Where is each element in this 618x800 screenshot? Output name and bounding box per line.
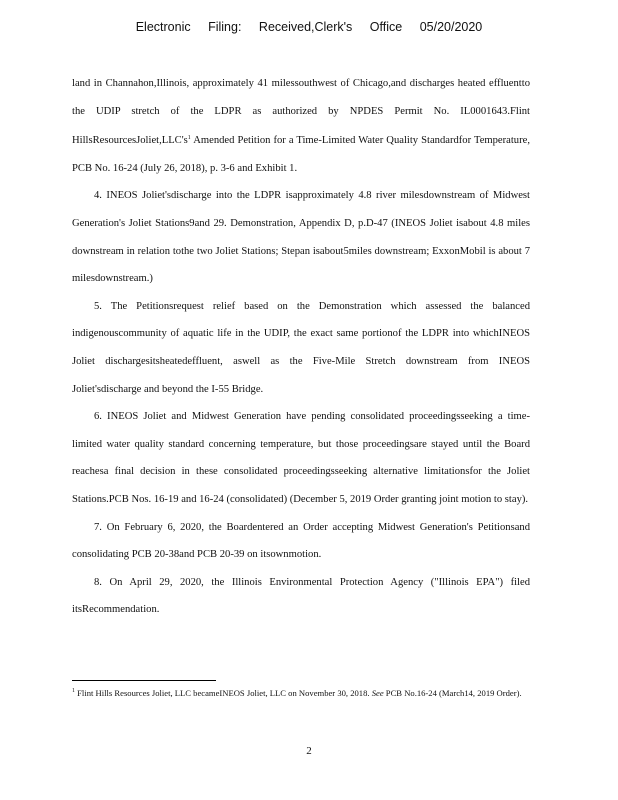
footnote-text-b: PCB No.16-24 (March14, 2019 Order). [385, 688, 522, 698]
footnote-divider [72, 680, 216, 681]
footnote-ref-1: 1 [187, 135, 191, 142]
footnote-marker: 1 [72, 688, 75, 694]
filing-header [0, 20, 618, 34]
header-date: 05/20/2020 [419, 20, 483, 34]
paragraph-5: 5. The Petitionsrequest relief based on the Demonstration which assessed the balanced indigenouscommunity of aquatic life in the UDIP, the exact same portionof the LDPR into whichINEOS Joliet dischargesitsheatedeffluent, aswell as the Five-Mile Stretch downstream from INEOS Joliet'sdischarge and beyond the I-55 Bridge. [72, 300, 530, 395]
paragraph-6: 6. INEOS Joliet and Midwest Generation have pending consolidated proceedingsseeking a time-limited water quality standard concerning temperature, but those proceedingsare stayed until the Board reachesa final decision in these consolidated proceedingsseeking alternative limitationsfor the Joliet Stations.PCB Nos. 16-19 and 16-24 (consolidated) (December 5, 2019 Order granting joint motion to stay). [72, 411, 530, 505]
paragraph-continued [72, 70, 530, 182]
footnote-see: See [371, 688, 384, 698]
page-number: 2 [306, 745, 312, 757]
header-electronic: Electronic [135, 20, 191, 34]
paragraph-continued-text-b: Amended Petition for a Time-Limited Water Quality Standardfor Temperature, PCB No. 16-24 (July 26, 2018), p. 3-6 and Exhibit 1. [72, 135, 530, 174]
paragraph-8: 8. On April 29, 2020, the Illinois Environmental Protection Agency ("Illinois EPA") filed itsRecommendation. [72, 576, 530, 616]
footnote-text-a: Flint Hills Resources Joliet, LLC becameINEOS Joliet, LLC on November 30, 2018. [77, 688, 370, 698]
header-received-clerks: Received,Clerk's [258, 20, 353, 34]
paragraph-4: 4. INEOS Joliet'sdischarge into the LDPR isapproximately 4.8 river milesdownstream of Midwest Generation's Joliet Stations9and 29. Demonstration, Appendix D, p.D-47 (INEOS Joliet isabout 4.8 miles downstream in relation tothe two Joliet Stations; Stepan isabout5miles downstream; ExxonMobil is about 7 milesdownstream.) [72, 190, 530, 285]
header-office: Office [369, 20, 403, 34]
paragraph-continued-text-a: land in Channahon,Illinois, approximately 41 milessouthwest of Chicago,and discharges heated effluentto the UDIP stretch of the LDPR as authorized by NPDES Permit No. IL0001643.Flint HillsResourcesJoliet,LLC's [72, 78, 530, 147]
paragraph-7: 7. On February 6, 2020, the Boardentered an Order accepting Midwest Generation's Petitionsand consolidating PCB 20-38and PCB 20-39 on itsownmotion. [72, 521, 530, 561]
header-filing: Filing: [208, 20, 242, 34]
document-body [72, 70, 530, 624]
footnote-1 [72, 685, 530, 700]
